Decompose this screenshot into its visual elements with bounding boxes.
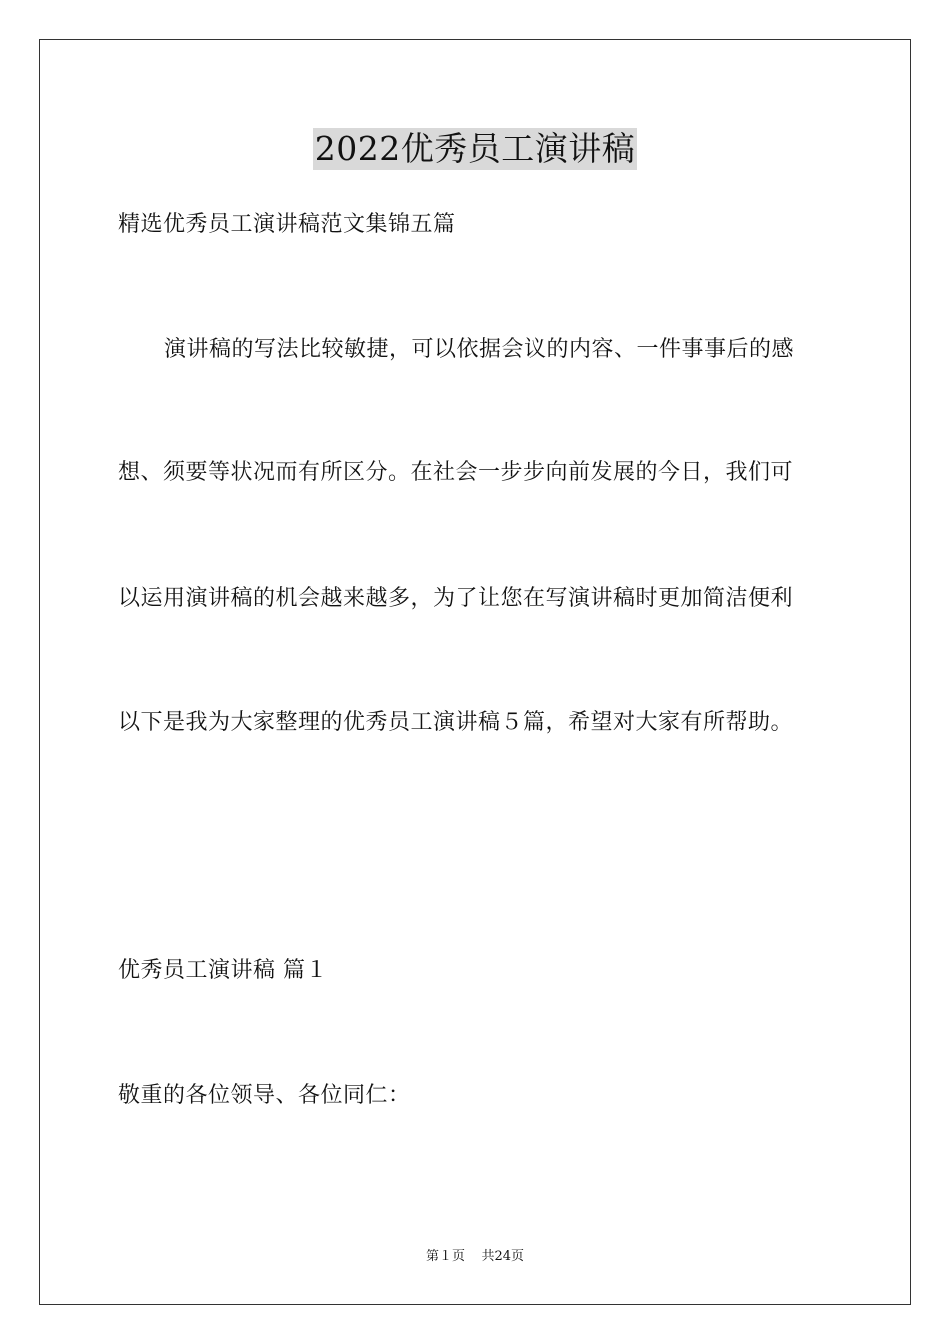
document-subtitle: 精选优秀员工演讲稿范文集锦五篇: [118, 212, 456, 237]
section-heading: 优秀员工演讲稿 篇１: [118, 958, 328, 983]
title-container: [0, 128, 950, 170]
page-footer: [0, 1248, 950, 1266]
page-total: 共24页: [481, 1249, 525, 1264]
intro-paragraph-line-3: 以运用演讲稿的机会越来越多，为了让您在写演讲稿时更加简洁便利: [118, 586, 794, 611]
salutation: 敬重的各位领导、各位同仁：: [118, 1083, 411, 1108]
document-title: 2022优秀员工演讲稿: [314, 129, 636, 168]
intro-paragraph-line-4: 以下是我为大家整理的优秀员工演讲稿５篇，希望对大家有所帮助。: [118, 710, 794, 735]
intro-paragraph-line-1: 演讲稿的写法比较敏捷，可以依据会议的内容、一件事事后的感: [164, 337, 795, 362]
intro-paragraph-line-2: 想、须要等状况而有所区分。在社会一步步向前发展的今日，我们可: [118, 460, 794, 485]
page-number: 第１页: [425, 1249, 465, 1264]
